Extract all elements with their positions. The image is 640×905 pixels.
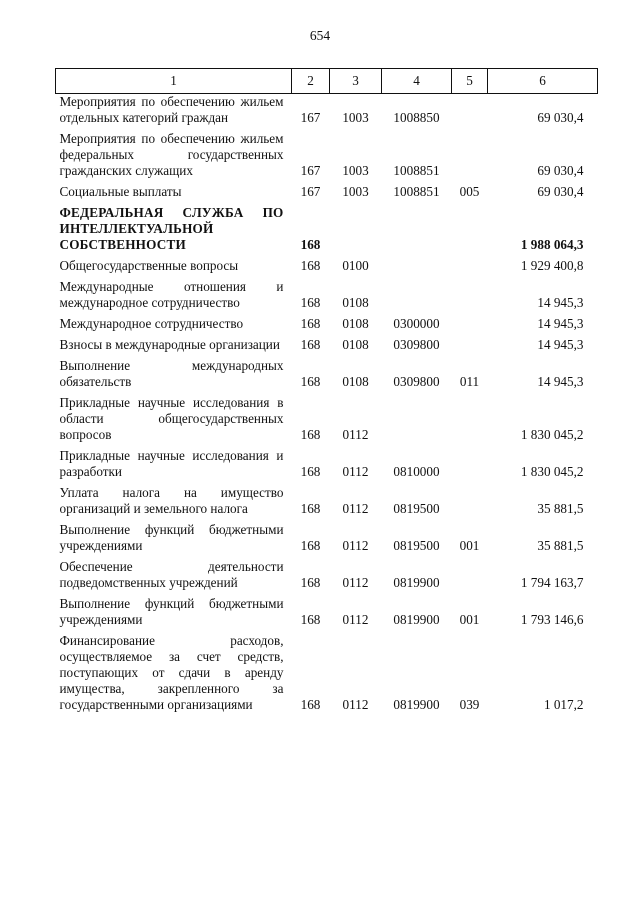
row-target-article: 1008850: [393, 110, 440, 125]
row-expense-type: 005: [459, 184, 480, 199]
row-expense-type: 039: [459, 697, 480, 712]
row-ministry-code: 168: [300, 337, 321, 352]
row-expense-type: [452, 448, 488, 485]
row-target-article: 0819500: [393, 538, 440, 553]
row-section-code: 0112: [342, 575, 369, 590]
header-col-6: 6: [488, 69, 598, 94]
row-ministry-code: 168: [300, 316, 321, 331]
row-target-article: 1008851: [393, 163, 440, 178]
row-amount: 1 794 163,7: [520, 575, 584, 590]
row-description: Международное сотрудничество: [59, 316, 244, 331]
table-row: [56, 316, 598, 337]
row-section-code: [330, 205, 382, 258]
row-section-code: 0112: [342, 501, 369, 516]
row-target-article: 0309800: [393, 374, 440, 389]
row-target-article: 0819900: [393, 575, 440, 590]
row-section-code: 0112: [342, 427, 369, 442]
row-ministry-code: 168: [300, 538, 321, 553]
row-description: Выполнение функций бюджетными учреждениями: [59, 596, 284, 627]
row-section-code: 1003: [342, 184, 369, 199]
header-col-3: 3: [330, 69, 382, 94]
row-target-article: [382, 258, 452, 279]
row-description: Социальные выплаты: [59, 184, 182, 199]
row-target-article: 0819900: [393, 612, 440, 627]
row-expense-type: 011: [459, 374, 480, 389]
row-expense-type: 001: [459, 538, 480, 553]
row-amount: 1 793 146,6: [520, 612, 584, 627]
row-amount: 1 929 400,8: [520, 258, 584, 273]
row-amount: 14 945,3: [537, 337, 584, 352]
row-expense-type: [452, 337, 488, 358]
table-row: [56, 448, 598, 485]
table-header: [56, 69, 598, 94]
table-row: [56, 337, 598, 358]
row-target-article: 0300000: [393, 316, 440, 331]
row-description: Выполнение функций бюджетными учреждениями: [59, 522, 284, 553]
row-description: Мероприятия по обеспечению жильем отдельных категорий граждан: [59, 94, 284, 125]
row-target-article: [382, 395, 452, 448]
row-section-code: 0108: [342, 295, 369, 310]
row-amount: 14 945,3: [537, 374, 584, 389]
row-section-code: 0108: [342, 337, 369, 352]
table-row: [56, 633, 598, 718]
row-target-article: 0309800: [393, 337, 440, 352]
row-amount: 35 881,5: [537, 538, 584, 553]
row-section-code: 0112: [342, 464, 369, 479]
header-col-2: 2: [292, 69, 330, 94]
row-section-code: 1003: [342, 163, 369, 178]
row-ministry-code: 168: [300, 697, 321, 712]
table-row: [56, 358, 598, 395]
row-ministry-code: 168: [300, 464, 321, 479]
row-ministry-code: 168: [300, 258, 321, 273]
row-expense-type: [452, 316, 488, 337]
row-section-code: 0112: [342, 538, 369, 553]
table-body: [56, 94, 598, 719]
row-description: Общегосударственные вопросы: [59, 258, 239, 273]
row-description: Прикладные научные исследования и разработки: [59, 448, 284, 479]
row-amount: 69 030,4: [537, 184, 584, 199]
row-ministry-code: 168: [300, 237, 321, 252]
row-ministry-code: 168: [300, 295, 321, 310]
row-section-code: 0112: [342, 612, 369, 627]
row-description: Уплата налога на имущество организаций и земельного налога: [59, 485, 284, 516]
row-description: ФЕДЕРАЛЬНАЯ СЛУЖБА ПО ИНТЕЛЛЕКТУАЛЬНОЙ СОБСТВЕННОСТИ: [59, 205, 284, 252]
table-row: [56, 184, 598, 205]
header-row: [56, 69, 598, 94]
row-section-code: 1003: [342, 110, 369, 125]
row-section-code: 0108: [342, 316, 369, 331]
row-description: Прикладные научные исследования в области общегосударственных вопросов: [59, 395, 284, 442]
row-expense-type: [452, 395, 488, 448]
row-amount: 1 830 045,2: [520, 464, 584, 479]
row-expense-type: 001: [459, 612, 480, 627]
table-row: [56, 485, 598, 522]
row-expense-type: [452, 485, 488, 522]
row-target-article: [382, 279, 452, 316]
row-amount: 69 030,4: [537, 110, 584, 125]
table-row: [56, 131, 598, 184]
row-amount: 35 881,5: [537, 501, 584, 516]
row-amount: 1 988 064,3: [520, 237, 584, 252]
table-row: [56, 205, 598, 258]
header-col-1: 1: [56, 69, 292, 94]
row-description: Мероприятия по обеспечению жильем федеральных государственных гражданских служащих: [59, 131, 284, 178]
row-amount: 14 945,3: [537, 316, 584, 331]
row-ministry-code: 167: [300, 184, 321, 199]
row-description: Выполнение международных обязательств: [59, 358, 284, 389]
header-col-4: 4: [382, 69, 452, 94]
row-amount: 69 030,4: [537, 163, 584, 178]
table-row: [56, 395, 598, 448]
table-row: [56, 559, 598, 596]
row-ministry-code: 167: [300, 163, 321, 178]
row-section-code: 0108: [342, 374, 369, 389]
row-ministry-code: 168: [300, 501, 321, 516]
row-expense-type: [452, 559, 488, 596]
table-row: [56, 596, 598, 633]
row-expense-type: [452, 279, 488, 316]
row-section-code: 0112: [342, 697, 369, 712]
row-target-article: 0819900: [393, 697, 440, 712]
row-amount: 1 830 045,2: [520, 427, 584, 442]
row-ministry-code: 168: [300, 575, 321, 590]
table-row: [56, 522, 598, 559]
row-target-article: 1008851: [393, 184, 440, 199]
page-number: 654: [309, 28, 331, 43]
row-description: Международные отношения и международное сотрудничество: [59, 279, 284, 310]
table-row: [56, 279, 598, 316]
row-section-code: 0100: [342, 258, 369, 273]
row-ministry-code: 167: [300, 110, 321, 125]
row-ministry-code: 168: [300, 374, 321, 389]
row-description: Взносы в международные организации: [59, 337, 280, 352]
row-ministry-code: 168: [300, 427, 321, 442]
table-row: [56, 258, 598, 279]
budget-table: [55, 68, 598, 718]
row-expense-type: [452, 205, 488, 258]
row-expense-type: [452, 131, 488, 184]
table-row: [56, 94, 598, 132]
row-expense-type: [452, 94, 488, 132]
row-expense-type: [452, 258, 488, 279]
row-target-article: 0810000: [393, 464, 440, 479]
row-target-article: 0819500: [393, 501, 440, 516]
row-ministry-code: 168: [300, 612, 321, 627]
row-description: Финансирование расходов, осуществляемое за счет средств, поступающих от сдачи в аренду имущества, закрепленного за государственными организациями: [59, 633, 284, 712]
row-target-article: [382, 205, 452, 258]
header-col-5: 5: [452, 69, 488, 94]
row-amount: 1 017,2: [543, 697, 584, 712]
row-description: Обеспечение деятельности подведомственных учреждений: [59, 559, 284, 590]
row-amount: 14 945,3: [537, 295, 584, 310]
